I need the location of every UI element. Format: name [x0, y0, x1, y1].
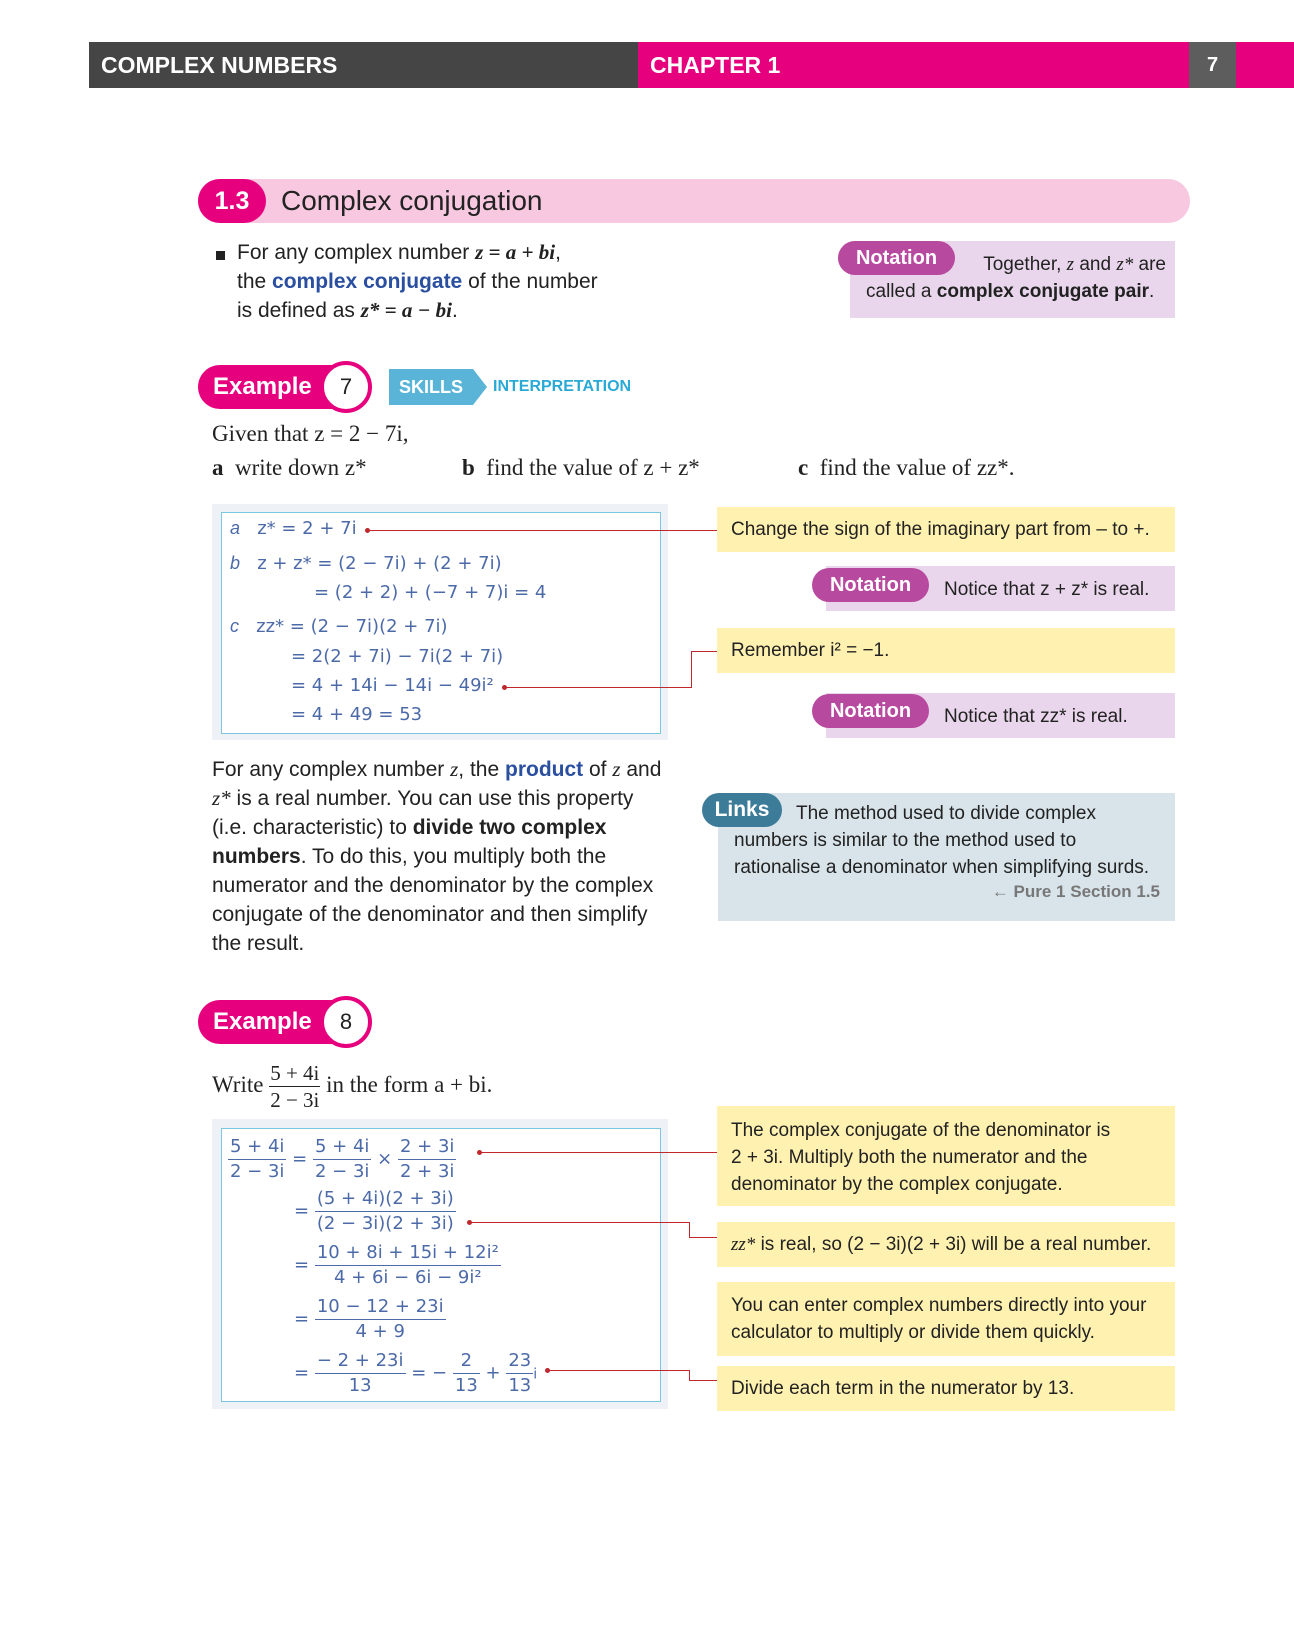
skills-label: SKILLS [389, 369, 473, 405]
example-7-part-b: b find the value of z + z* [462, 455, 700, 480]
connector-line-sign [368, 530, 717, 531]
complex-conjugate-term: complex conjugate [272, 270, 463, 293]
example-8-number: 8 [320, 996, 372, 1048]
definition-text: For any complex number z = a + bi, the complex conjugate of the number is defined as z* = a − bi. [237, 240, 598, 322]
header-accent [1236, 42, 1294, 88]
example-7-part-a: a write down z* [212, 455, 367, 480]
skills-arrow [473, 369, 487, 405]
running-header-chapter: CHAPTER 1 [638, 42, 1189, 88]
example-7-part-c: c find the value of zz*. [798, 455, 1015, 480]
connector-line-real-bottom [689, 1237, 717, 1238]
connector-line-real [470, 1222, 690, 1223]
links-text: The method used to divide complex numbers is similar to the method used to rationalise a denominator when simplifying surds. [734, 803, 1150, 878]
example-7-number: 7 [320, 361, 372, 413]
section-number: 1.3 [198, 179, 266, 223]
skills-value: INTERPRETATION [493, 378, 632, 395]
hint-conjugate: The complex conjugate of the denominator is 2 + 3i. Multiply both the numerator and the denominator by the complex conjugate. [717, 1106, 1175, 1206]
links-reference[interactable]: ← Pure 1 Section 1.5 [991, 882, 1160, 901]
notation-label: Notation [838, 241, 955, 275]
connector-line-i2 [505, 687, 692, 688]
connector-dot [365, 528, 370, 533]
notation-text: Notice that z + z* is real. [944, 579, 1150, 600]
sol-7-b1: b z + z* = (2 − 7i) + (2 + 7i) [230, 553, 502, 574]
sol-7-c1: c zz* = (2 − 7i)(2 + 7i) [230, 616, 448, 637]
sol-8-line-5: = $\frac{- 2 + 23i}{13}$ = − $\frac{2}{13}$ + $\frac{23}{13}$ i [294, 1350, 538, 1396]
sol-7-c2: = 2(2 + 7i) − 7i(2 + 7i) [291, 646, 504, 667]
bullet-marker [216, 251, 225, 260]
connector-dot [467, 1220, 472, 1225]
sol-7-a: a z* = 2 + 7i [230, 518, 357, 539]
hint-real-product: zz* is real, so (2 − 3i)(2 + 3i) will be a real number. [717, 1222, 1175, 1267]
example-7-label: Example [198, 365, 358, 409]
connector-line-conj [480, 1152, 717, 1153]
hint-divide-terms: Divide each term in the numerator by 13. [717, 1366, 1175, 1411]
connector-line-divide [548, 1370, 690, 1371]
sol-7-c3: = 4 + 14i − 14i − 49i² [291, 675, 494, 696]
connector-line-real-vert [689, 1222, 690, 1238]
connector-dot [477, 1150, 482, 1155]
notation-label: Notation [812, 694, 929, 728]
example-7-intro: Given that z = 2 − 7i, [212, 421, 409, 446]
connector-dot [545, 1368, 550, 1373]
notation-text: Together, z and z* are called a complex conjugate pair. [866, 254, 1166, 302]
example-8-question: Write $\frac{5 + 4i}{2 - 3i}$ in the form a + bi. [212, 1061, 493, 1113]
running-header-section: COMPLEX NUMBERS [89, 42, 638, 88]
sol-8-line-1: $\frac{5 + 4i}{2 - 3i}$ = $\frac{5 + 4i}{2 - 3i}$ × $\frac{2 + 3i}{2 + 3i}$ [230, 1136, 455, 1182]
sol-8-line-2: = $\frac{(5 + 4i)(2 + 3i)}{(2 - 3i)(2 + 3i)}$ [294, 1188, 454, 1234]
connector-line-i2-vert [691, 651, 692, 688]
connector-line-i2-top [691, 651, 717, 652]
sol-8-line-3: = $\frac{\text{10 + 8i + 15i + 12i²}}{\text{4 + 6i − 6i − 9i²}}$ [294, 1242, 499, 1288]
connector-line-divide-bottom [689, 1380, 717, 1381]
hint-sign-change: Change the sign of the imaginary part from – to +. [717, 507, 1175, 552]
hint-i-squared: Remember i² = −1. [717, 628, 1175, 673]
hint-calculator: You can enter complex numbers directly into your calculator to multiply or divide them quickly. [717, 1282, 1175, 1356]
sol-7-b2: = (2 + 2) + (−7 + 7)i = 4 [314, 582, 547, 603]
notation-text: Notice that zz* is real. [944, 706, 1128, 727]
sol-7-c4: = 4 + 49 = 53 [291, 704, 423, 725]
example-8-label: Example [198, 1000, 358, 1044]
page-number: 7 [1189, 42, 1236, 88]
connector-dot [502, 685, 507, 690]
notation-label: Notation [812, 568, 929, 602]
sol-8-line-4: = $\frac{10 - 12 + 23i}{4 + 9}$ [294, 1296, 444, 1342]
links-label: Links [702, 793, 782, 827]
body-paragraph: For any complex number z, the product of z and z* is a real number. You can use this property (i.e. characteristic) to divide two complex numbers. To do this, you multiply both the numerator and the denominator by the complex conjugate of the denominator and then simplify the result. [212, 757, 662, 955]
section-title: Complex conjugation [281, 185, 543, 216]
